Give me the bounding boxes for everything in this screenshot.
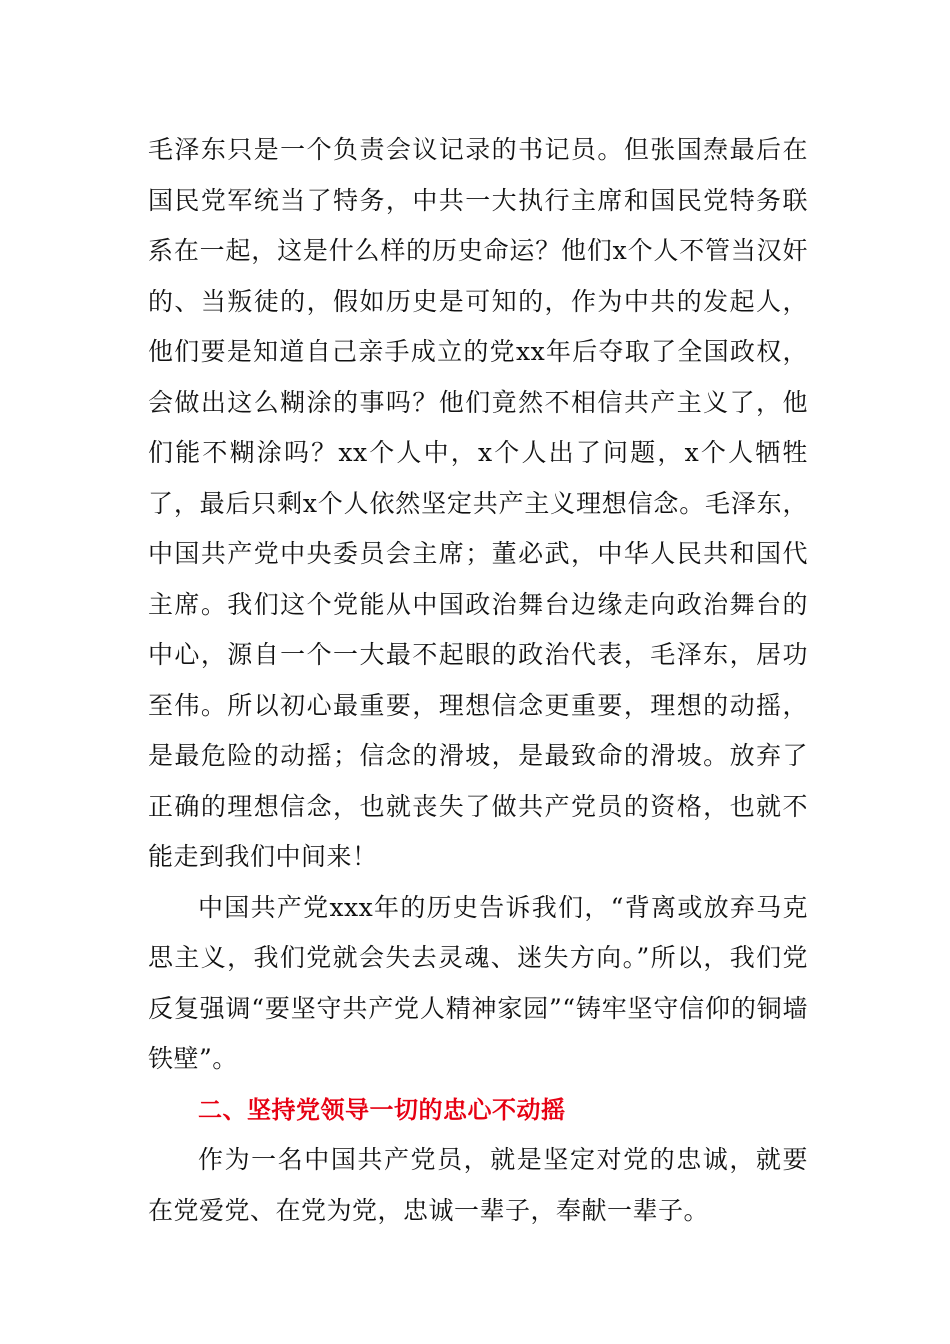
body-paragraph: 中国共产党xxx年的历史告诉我们，“背离或放弃马克思主义，我们党就会失去灵魂、迷失方向。”所以，我们党反复强调“要坚守共产党人精神家园”“铸牢坚守信仰的铜墙铁壁”。	[148, 892, 808, 1073]
section-heading: 二、坚持党领导一切的忠心不动摇	[198, 1095, 566, 1124]
body-paragraph: 毛泽东只是一个负责会议记录的书记员。但张国焘最后在国民党军统当了特务，中共一大执行主席和国民党特务联系在一起，这是什么样的历史命运？他们x个人不管当汉奸的、当叛徒的，假如历史是可知的，作为中共的发起人，他们要是知道自己亲手成立的党xx年后夺取了全国政权，会做出这么糊涂的事吗？他们竟然不相信共产主义了，他们能不糊涂吗？xx个人中，x个人出了问题，x个人牺牲了，最后只剩x个人依然坚定共产主义理想信念。毛泽东，中国共产党中央委员会主席；董必武，中华人民共和国代主席。我们这个党能从中国政治舞台边缘走向政治舞台的中心，源自一个一大最不起眼的政治代表，毛泽东，居功至伟。所以初心最重要，理想信念更重要，理想的动摇，是最危险的动摇；信念的滑坡，是最致命的滑坡。放弃了正确的理想信念，也就丧失了做共产党员的资格，也就不能走到我们中间来！	[148, 135, 808, 871]
body-paragraph: 作为一名中国共产党员，就是坚定对党的忠诚，就要在党爱党、在党为党，忠诚一辈子，奉献一辈子。	[148, 1145, 808, 1225]
document-body	[148, 125, 808, 1236]
